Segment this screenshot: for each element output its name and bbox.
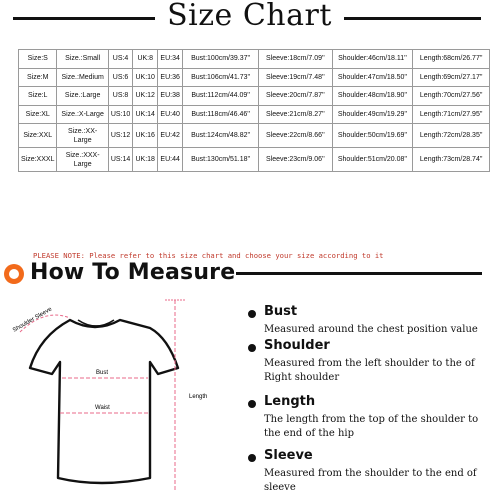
table-cell: UK:12 xyxy=(133,87,158,106)
def-term: Bust xyxy=(264,304,298,319)
table-row xyxy=(19,50,490,69)
table-cell: Size.:XX-Large xyxy=(57,124,108,148)
table-row xyxy=(19,105,490,124)
table-cell: Length:71cm/27.95'' xyxy=(413,105,490,124)
table-cell: Bust:112cm/44.09'' xyxy=(183,87,259,106)
title-rule-right xyxy=(344,17,481,20)
table-cell: Size.:Small xyxy=(57,50,108,69)
table-cell: Bust:124cm/48.82'' xyxy=(183,124,259,148)
def-desc: Measured from the shoulder to the end of sleeve xyxy=(264,468,477,493)
how-to-measure-rule xyxy=(236,272,482,275)
table-cell: UK:14 xyxy=(133,105,158,124)
table-cell: Bust:130cm/51.18'' xyxy=(183,148,259,172)
table-cell: Length:69cm/27.17'' xyxy=(413,68,490,87)
table-cell: US:6 xyxy=(108,68,132,87)
how-to-measure-title: How To Measure xyxy=(30,260,236,285)
orange-ring-icon xyxy=(4,264,24,284)
table-cell: Shoulder:51cm/20.08'' xyxy=(332,148,413,172)
tshirt-outline xyxy=(30,320,178,483)
table-cell: UK:8 xyxy=(133,50,158,69)
bust-label: Bust xyxy=(96,370,109,376)
size-table-body xyxy=(19,50,490,172)
table-cell: Size:XXXL xyxy=(19,148,57,172)
table-cell: EU:44 xyxy=(158,148,183,172)
def-term: Shoulder xyxy=(264,338,330,353)
waist-label: Waist xyxy=(95,405,110,411)
size-table xyxy=(18,49,490,172)
table-cell: US:14 xyxy=(108,148,132,172)
table-cell: Size:M xyxy=(19,68,57,87)
table-cell: EU:34 xyxy=(158,50,183,69)
table-cell: Shoulder:50cm/19.69'' xyxy=(332,124,413,148)
bullet-dot-icon xyxy=(248,454,256,462)
table-cell: Sleeve:19cm/7.48'' xyxy=(259,68,332,87)
table-cell: US:12 xyxy=(108,124,132,148)
tshirt-diagram xyxy=(0,298,240,500)
table-cell: Bust:100cm/39.37'' xyxy=(183,50,259,69)
table-cell: Sleeve:20cm/7.87'' xyxy=(259,87,332,106)
def-desc: Measured from the left shoulder to the of Right shoulder xyxy=(264,358,475,383)
table-cell: Size:XL xyxy=(19,105,57,124)
table-cell: EU:40 xyxy=(158,105,183,124)
page-title: Size Chart xyxy=(167,0,332,33)
table-cell: UK:10 xyxy=(133,68,158,87)
table-row xyxy=(19,148,490,172)
table-cell: Bust:118cm/46.46'' xyxy=(183,105,259,124)
bullet-dot-icon xyxy=(248,344,256,352)
table-cell: Size.:X-Large xyxy=(57,105,108,124)
title-rule-left xyxy=(13,17,155,20)
def-desc: Measured around the chest position value xyxy=(264,324,478,335)
table-cell: UK:18 xyxy=(133,148,158,172)
tshirt-diagram-svg xyxy=(0,298,240,500)
table-cell: Length:70cm/27.56'' xyxy=(413,87,490,106)
table-cell: Sleeve:21cm/8.27'' xyxy=(259,105,332,124)
def-desc: The length from the top of the shoulder to the end of the hip xyxy=(264,414,479,439)
table-cell: Size:XXL xyxy=(19,124,57,148)
table-cell: UK:16 xyxy=(133,124,158,148)
table-cell: Sleeve:23cm/9.06'' xyxy=(259,148,332,172)
table-cell: Bust:106cm/41.73'' xyxy=(183,68,259,87)
length-label: Length xyxy=(189,394,208,400)
table-cell: Shoulder:47cm/18.50'' xyxy=(332,68,413,87)
def-term: Sleeve xyxy=(264,448,313,463)
shoulder-sleeve-label: Shoulder Sleeve xyxy=(12,306,54,334)
table-cell: Length:72cm/28.35'' xyxy=(413,124,490,148)
table-row xyxy=(19,124,490,148)
table-cell: Size:L xyxy=(19,87,57,106)
table-cell: US:10 xyxy=(108,105,132,124)
table-cell: Size:S xyxy=(19,50,57,69)
table-cell: Length:68cm/26.77'' xyxy=(413,50,490,69)
table-cell: EU:38 xyxy=(158,87,183,106)
table-cell: EU:36 xyxy=(158,68,183,87)
table-cell: Shoulder:46cm/18.11'' xyxy=(332,50,413,69)
table-row xyxy=(19,68,490,87)
table-cell: Size.:XXX-Large xyxy=(57,148,108,172)
table-cell: Sleeve:18cm/7.09'' xyxy=(259,50,332,69)
table-cell: Size.:Large xyxy=(57,87,108,106)
ring-hole xyxy=(9,269,19,279)
bullet-dot-icon xyxy=(248,310,256,318)
table-cell: Length:73cm/28.74'' xyxy=(413,148,490,172)
table-row xyxy=(19,87,490,106)
table-cell: Size.:Medium xyxy=(57,68,108,87)
def-term: Length xyxy=(264,394,316,409)
table-cell: US:4 xyxy=(108,50,132,69)
bullet-dot-icon xyxy=(248,400,256,408)
table-cell: EU:42 xyxy=(158,124,183,148)
table-cell: Shoulder:48cm/18.90'' xyxy=(332,87,413,106)
size-chart-header xyxy=(0,0,493,36)
table-cell: Shoulder:49cm/19.29'' xyxy=(332,105,413,124)
table-cell: US:8 xyxy=(108,87,132,106)
please-note: PLEASE NOTE: Please refer to this size chart and choose your size according to it xyxy=(33,251,384,260)
table-cell: Sleeve:22cm/8.66'' xyxy=(259,124,332,148)
